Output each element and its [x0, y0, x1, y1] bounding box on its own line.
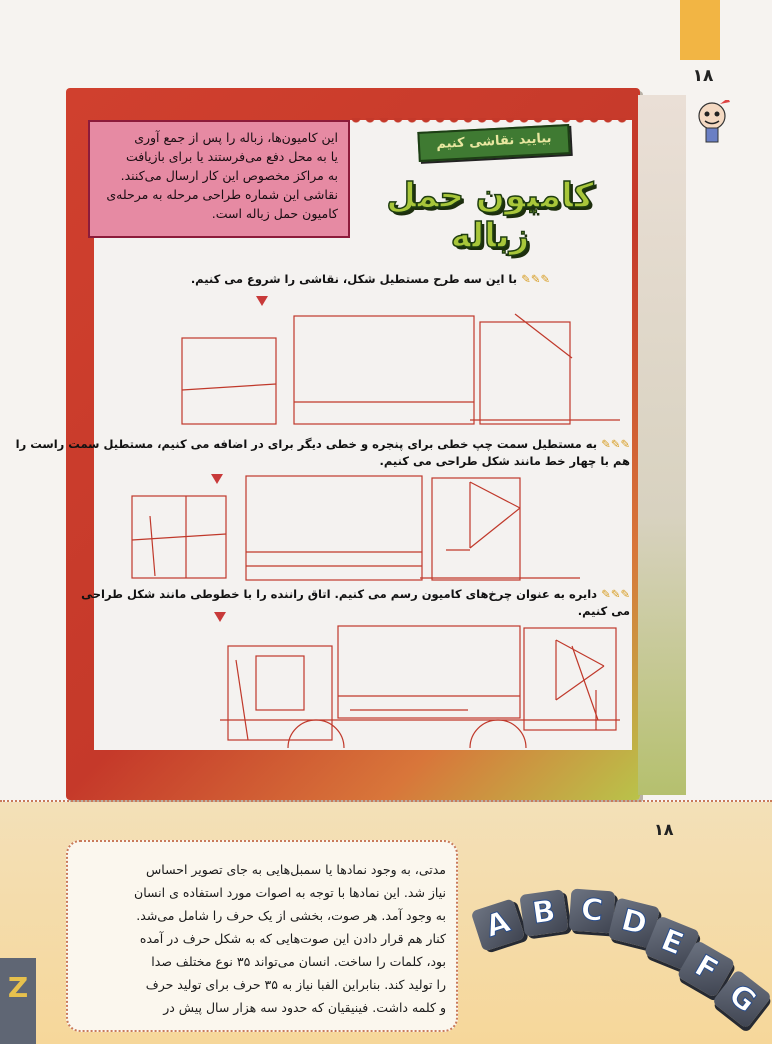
body-line: کنار هم قرار دادن این صوت‌هایی که به شکل حرف در آمده: [139, 931, 446, 946]
letter-block-f: F: [676, 940, 735, 998]
step-3-line: می کنیم.: [577, 604, 630, 618]
page-title: کامیون حمل زباله: [386, 176, 594, 256]
letter-block-z: Z: [0, 958, 36, 1044]
letter-block-d: D: [608, 897, 661, 948]
intro-line: یا به محل دفع می‌فرستند یا برای بازیافت: [125, 149, 338, 164]
pencil-icon: ✎✎✎: [601, 587, 630, 601]
intro-line: نقاشی این شماره طراحی مرحله به مرحله‌ی: [106, 187, 338, 202]
stage-1-sketch: [182, 314, 620, 424]
body-line: نیاز شد. این نمادها با توجه به اصوات مورد استفاده ی انسان: [134, 885, 446, 900]
step-2-line: به مستطیل سمت چپ خطی برای پنجره و خطی دیگر برای در اضافه می کنیم، مستطیل سمت راست را: [15, 437, 598, 451]
intro-line: این کامیون‌ها، زباله را پس از جمع آوری: [134, 130, 338, 145]
stage-3-sketch: [220, 626, 620, 748]
step-3-line: دایره به عنوان چرخ‌های کامیون رسم می کنیم. اتاق راننده را با خطوطی مانند شکل طراحی: [81, 587, 598, 601]
body-line: به وجود آمد. هر صوت، بخشی از یک حرف را شامل می‌شد.: [136, 908, 446, 923]
alphabet-text-box: [66, 840, 458, 1032]
stage-2-sketch: [132, 476, 580, 580]
pencil-icon: ✎✎✎: [521, 272, 550, 286]
letter-block-b: B: [519, 889, 568, 937]
body-line: بود، کلمات را ساخت. انسان می‌تواند ۳۵ نوع مختلف صدا: [151, 954, 446, 969]
pencil-icon: ✎✎✎: [601, 437, 630, 451]
alphabet-blocks-illustration: [470, 888, 772, 1044]
step-2-line: هم با چهار خط مانند شکل طراحی می کنیم.: [379, 454, 630, 468]
body-line: و کلمه داشت. فینیقیان که حدود سه هزار سال پیش در: [163, 1000, 446, 1015]
letter-block-e: E: [644, 915, 701, 970]
lets-draw-badge: بیایید نقاشی کنیم: [417, 124, 570, 162]
letter-block-g: G: [712, 969, 772, 1029]
intro-line: کامیون حمل زباله است.: [211, 206, 338, 221]
letter-block-c: C: [569, 889, 616, 934]
page-number-top: ۱۸: [692, 66, 714, 86]
letter-block-a: A: [471, 898, 526, 952]
page-number-bottom: ۱۸: [654, 820, 674, 839]
intro-line: به مراکز مخصوص این کار ارسال می‌کنند.: [120, 168, 338, 183]
step-1-line: با این سه طرح مستطیل شکل، نقاشی را شروع می کنیم.: [190, 272, 518, 286]
body-line: را تولید کند. بنابراین الفبا نیاز به ۳۵ حرف برای تولید حرف: [145, 977, 446, 992]
body-line: مدتی، به وجود نمادها یا سمبل‌هایی به جای تصویر احساس: [146, 862, 446, 877]
